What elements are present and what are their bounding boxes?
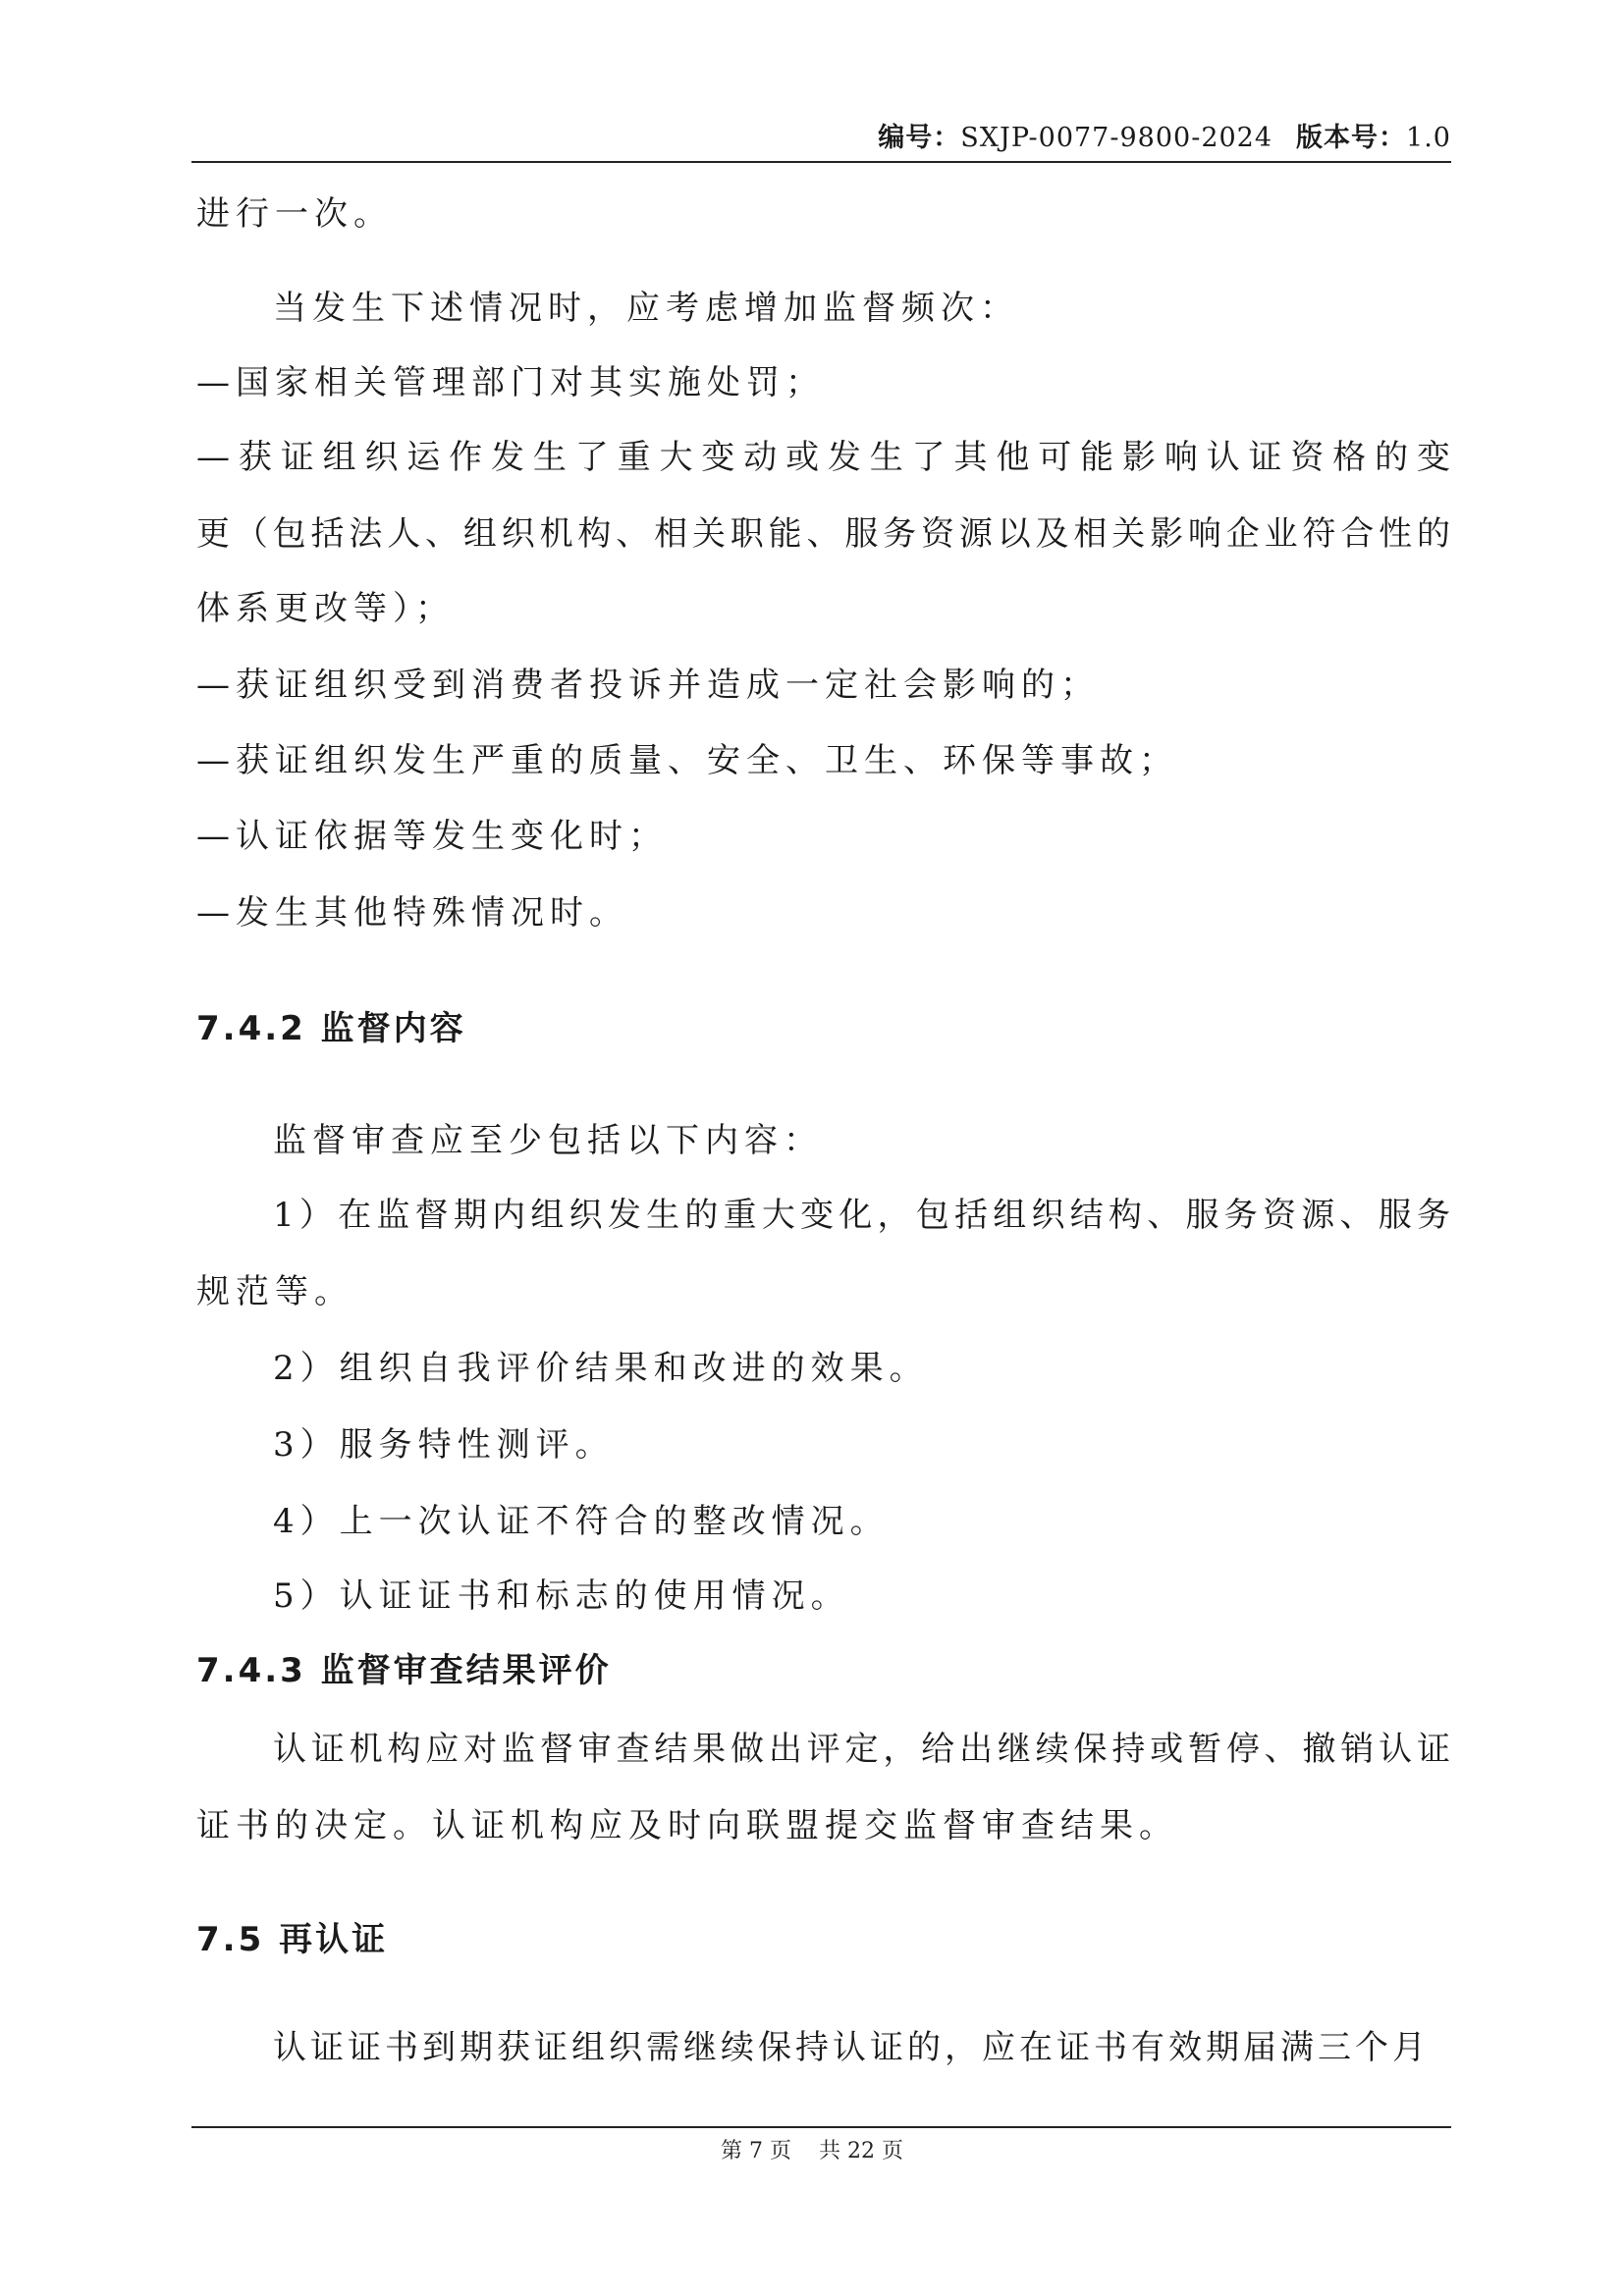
- section-heading-7-4-2: 7.4.2 监督内容: [196, 1009, 466, 1048]
- page-footer: [0, 2134, 1624, 2164]
- section-heading-7-4-3: 7.4.3 监督审查结果评价: [196, 1651, 612, 1690]
- list-item-2: 2）组织自我评价结果和改进的效果。: [273, 1349, 929, 1388]
- page-number: 第 7 页: [721, 2139, 791, 2163]
- paragraph-supervision-content: 监督审查应至少包括以下内容：: [273, 1121, 823, 1160]
- list-item-1-l1: 1）在监督期内组织发生的重大变化，包括组织结构、服务资源、服务: [273, 1196, 1453, 1235]
- list-item-basis-change: —认证依据等发生变化时；: [196, 817, 668, 856]
- list-item-penalty: —国家相关管理部门对其实施处罚；: [196, 363, 825, 402]
- list-item-5: 5）认证证书和标志的使用情况。: [273, 1576, 850, 1616]
- list-item-major-change-l3: 体系更改等）；: [196, 589, 455, 628]
- list-item-3: 3）服务特性测评。: [273, 1425, 615, 1465]
- list-item-major-change-l2: 更（包括法人、组织机构、相关职能、服务资源以及相关影响企业符合性的: [196, 514, 1453, 554]
- paragraph-increase-frequency: 当发生下述情况时，应考虑增加监督频次：: [273, 289, 1019, 328]
- version-value: 1.0: [1406, 123, 1451, 153]
- paragraph-evaluation-l1: 认证机构应对监督审查结果做出评定，给出继续保持或暂停、撤销认证: [273, 1730, 1453, 1769]
- list-item-major-change-l1: —获证组织运作发生了重大变动或发生了其他可能影响认证资格的变: [196, 438, 1453, 477]
- doc-code-label: 编号：: [878, 123, 961, 153]
- paragraph-continuation: 进行一次。: [196, 194, 393, 234]
- header-divider: [191, 161, 1451, 163]
- list-item-4: 4）上一次认证不符合的整改情况。: [273, 1502, 890, 1541]
- page-total: 共 22 页: [819, 2139, 903, 2163]
- list-item-complaints: —获证组织受到消费者投诉并造成一定社会影响的；: [196, 666, 1100, 705]
- version-label: 版本号：: [1296, 123, 1407, 153]
- list-item-accidents: —获证组织发生严重的质量、安全、卫生、环保等事故；: [196, 741, 1178, 780]
- doc-code-value: SXJP-0077-9800-2024: [960, 123, 1273, 153]
- list-item-special: —发生其他特殊情况时。: [196, 893, 628, 933]
- paragraph-evaluation-l2: 证书的决定。认证机构应及时向联盟提交监督审查结果。: [196, 1806, 1178, 1845]
- list-item-1-l2: 规范等。: [196, 1272, 353, 1311]
- section-heading-7-5: 7.5 再认证: [196, 1920, 389, 1959]
- paragraph-recertification: 认证证书到期获证组织需继续保持认证的，应在证书有效期届满三个月: [273, 2028, 1430, 2067]
- document-header: [191, 116, 1451, 157]
- footer-divider: [191, 2126, 1451, 2128]
